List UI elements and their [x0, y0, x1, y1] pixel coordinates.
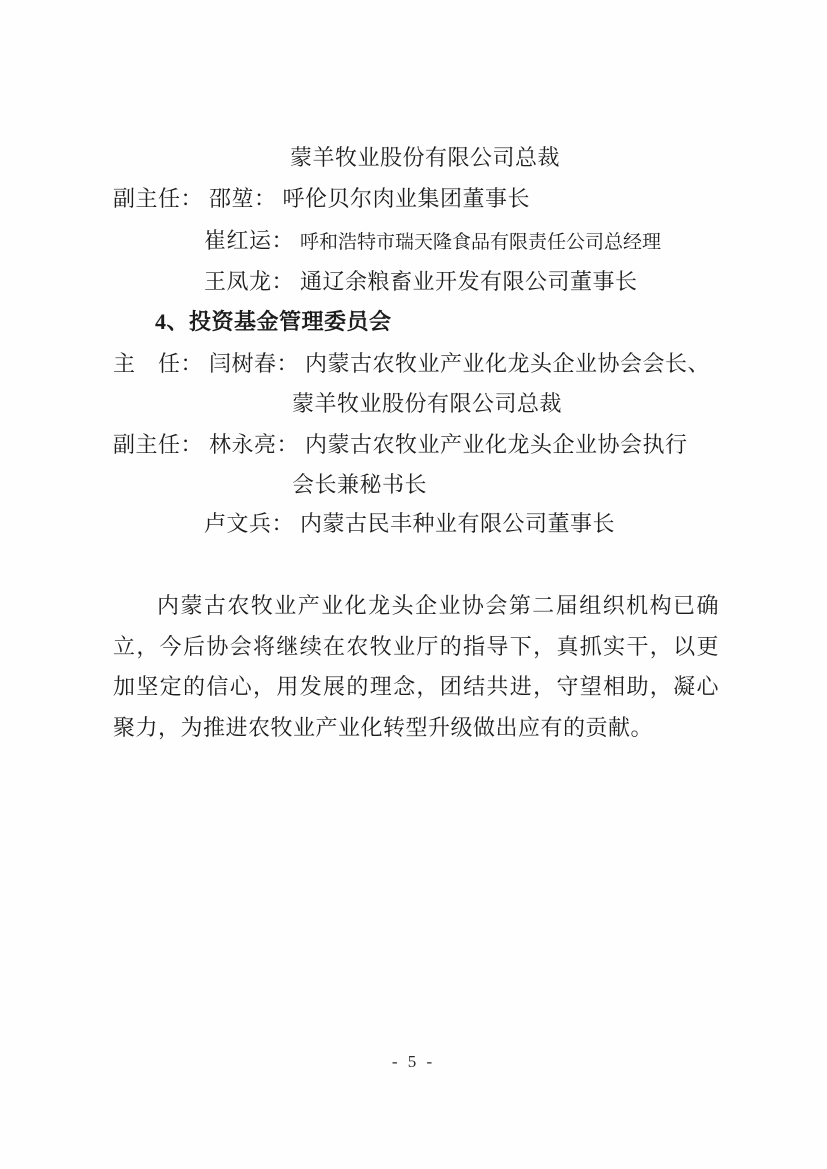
deputy-row-3 [204, 268, 638, 296]
deputy-row-2 [204, 227, 661, 257]
page-number: - 5 - [391, 1052, 436, 1071]
deputy-title: 呼伦贝尔肉业集团董事长 [282, 186, 531, 211]
deputy-row-1 [113, 185, 530, 213]
deputy-name: 王凤龙： [204, 269, 295, 294]
chair-title-line1: 内蒙古农牧业产业化龙头企业协会会长、 [305, 351, 711, 376]
deputy-name: 林永亮： [209, 432, 300, 457]
chair-title-line2: 蒙羊牧业股份有限公司总裁 [292, 391, 563, 416]
deputy-title: 内蒙古民丰种业有限公司董事长 [300, 511, 616, 536]
deputy-row-4 [113, 431, 688, 459]
deputy-name: 崔红运： [204, 228, 295, 253]
chair-title-carryover: 蒙羊牧业股份有限公司总裁 [290, 145, 561, 170]
closing-paragraph: 内蒙古农牧业产业化龙头企业协会第二届组织机构已确立，今后协会将继续在农牧业厅的指导下，真抓实干，以更加坚定的信心，用发展的理念，团结共进，守望相助，凝心聚力，为推进农牧业产业化转型升级做出应有的贡献。 [113, 593, 719, 740]
deputy-name: 卢文兵： [204, 511, 295, 536]
section-heading: 4、投资基金管理委员会 [155, 309, 392, 334]
deputy-row-5 [204, 510, 615, 538]
deputy-title-line1: 内蒙古农牧业产业化龙头企业协会执行 [305, 432, 688, 457]
deputy-title-line2: 会长兼秘书长 [292, 472, 428, 497]
deputy-title: 通辽余粮畜业开发有限公司董事长 [300, 269, 638, 294]
deputy-title: 呼和浩特市瑞天隆食品有限责任公司总经理 [300, 232, 662, 253]
deputy-name: 邵堃： [209, 186, 277, 211]
chair-name: 闫树春： [209, 351, 300, 376]
deputy-label: 副主任： [113, 186, 204, 211]
deputy-label: 副主任： [113, 432, 204, 457]
chair-label: 主 任： [113, 351, 204, 376]
chair-row [113, 350, 710, 378]
